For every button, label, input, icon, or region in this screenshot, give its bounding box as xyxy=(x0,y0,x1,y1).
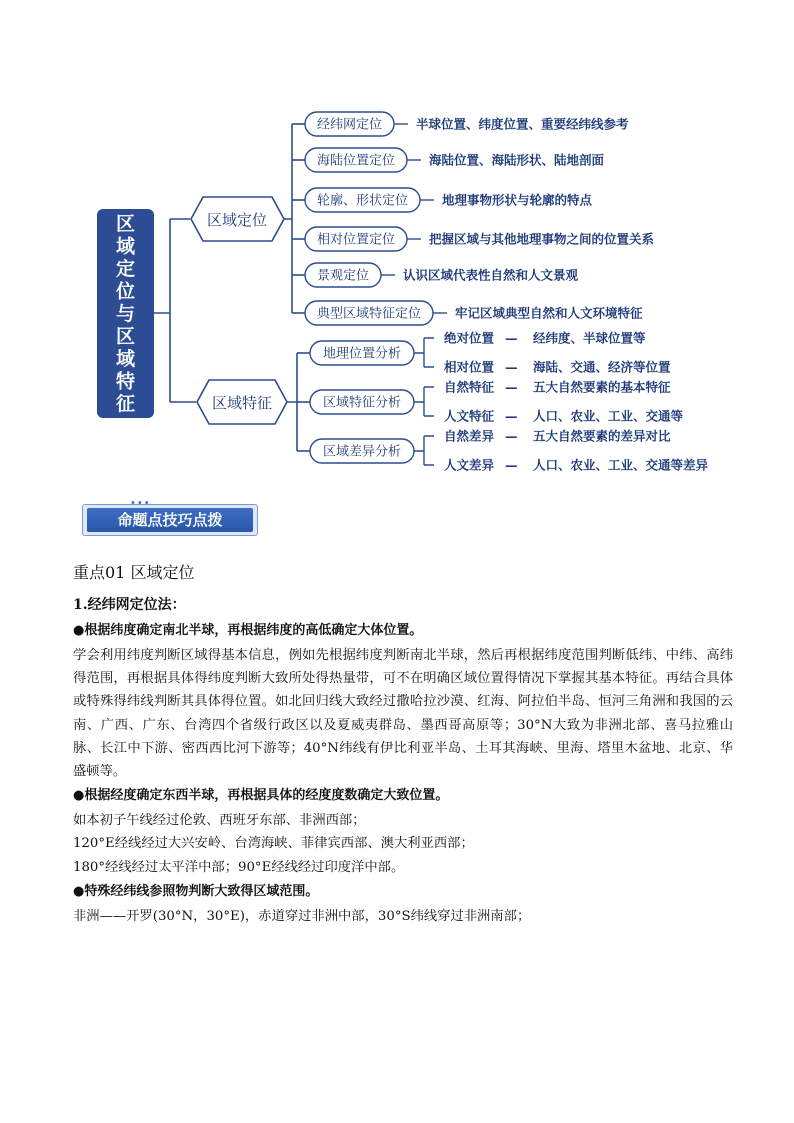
mind-map xyxy=(0,0,794,490)
paragraph: 180°经线经过太平洋中部；90°E经线经过印度洋中部。 xyxy=(73,859,405,875)
sub-value: 人口、农业、工业、交通等差异 xyxy=(533,457,709,473)
connector xyxy=(414,436,434,465)
sub-key: 相对位置 xyxy=(444,359,495,375)
branch2-items xyxy=(297,331,709,473)
sub-value: 五大自然要素的基本特征 xyxy=(533,379,671,395)
sub-dash: — xyxy=(505,457,518,473)
item-label: 典型区域特征定位 xyxy=(316,306,422,322)
item-description: 牢记区域典型自然和人文环境特征 xyxy=(455,305,643,321)
sub-key: 自然差异 xyxy=(444,428,495,444)
sub-key: 绝对位置 xyxy=(444,330,495,346)
branch1-items xyxy=(292,112,655,325)
item-label: 地理位置分析 xyxy=(322,346,402,362)
item-label: 海陆位置定位 xyxy=(316,153,396,169)
bullet-point: ●根据纬度确定南北半球，再根据纬度的高低确定大体位置。 xyxy=(73,623,423,638)
connector-root xyxy=(154,219,196,402)
item-label: 轮廓、形状定位 xyxy=(316,193,409,209)
item-description: 地理事物形状与轮廓的特点 xyxy=(442,192,593,208)
sub-dash: — xyxy=(505,359,518,375)
paragraph: 如本初子午线经过伦敦、西班牙东部、非洲西部； xyxy=(73,813,366,829)
item-description: 半球位置、纬度位置、重要经纬线参考 xyxy=(416,116,629,132)
sub-key: 人文差异 xyxy=(444,457,495,473)
mind-map-root-text: 区域定位与区域特征 xyxy=(115,213,136,415)
connector xyxy=(414,387,434,416)
item-label: 区域特征分析 xyxy=(322,395,402,411)
paragraph: 学会利用纬度判断区域得基本信息，例如先根据纬度判断南北半球，然后再根据纬度范围判断低纬、中纬、高纬得范围，再根据具体得纬度判断大致所处得热量带，可不在明确区域位置得情况下掌握其基本特征。再结合具体或特殊得纬线判断其具体得位置。如北回归线大致经过撒哈拉沙漠、红海、阿拉伯半岛、恒河三角洲和我国的云南、广西、广东、台湾四个省级行政区以及夏威夷群岛、墨西哥高原等；30°N大致为非洲北部、喜马拉雅山脉、长江中下游、密西西比河下游等；40°N纬线有伊比利亚半岛、土耳其海峡、里海、塔里木盆地、北京、华盛顿等。 xyxy=(73,648,733,780)
connector xyxy=(414,338,434,367)
sub-value: 海陆、交通、经济等位置 xyxy=(533,359,671,375)
item-description: 认识区域代表性自然和人文景观 xyxy=(403,267,579,283)
sub-value: 人口、农业、工业、交通等 xyxy=(533,408,684,424)
bullet-point: ●根据经度确定东西半球，再根据具体的经度度数确定大致位置。 xyxy=(73,788,449,804)
sub-key: 人文特征 xyxy=(444,408,495,424)
item-label: 相对位置定位 xyxy=(316,232,396,248)
section-banner xyxy=(82,498,260,538)
section-heading: 重点01 区域定位 xyxy=(73,563,195,582)
item-description: 把握区域与其他地理事物之间的位置关系 xyxy=(429,231,655,247)
sub-key: 自然特征 xyxy=(444,379,495,395)
item-label: 经纬网定位 xyxy=(316,117,383,133)
banner-frame xyxy=(82,504,258,536)
paragraph: 120°E经线经过大兴安岭、台湾海峡、菲律宾西部、澳大利亚西部； xyxy=(73,836,474,852)
sub-dash: — xyxy=(505,330,518,346)
sub-dash: — xyxy=(505,379,518,395)
item-description: 海陆位置、海陆形状、陆地剖面 xyxy=(429,152,605,168)
sub-dash: — xyxy=(505,428,518,444)
bullet-point: ●特殊经纬线参照物判断大致得区域范围。 xyxy=(73,883,319,899)
branch-label-区域特征: 区域特征 xyxy=(211,394,273,412)
sub-value: 经纬度、半球位置等 xyxy=(533,330,646,346)
branch-label-区域定位: 区域定位 xyxy=(206,211,268,229)
document-body xyxy=(73,558,733,928)
sub-value: 五大自然要素的差异对比 xyxy=(533,428,671,444)
item-label: 区域差异分析 xyxy=(322,444,402,460)
banner-title: 命题点技巧点拨 xyxy=(87,508,253,532)
sub-dash: — xyxy=(505,408,518,424)
connector-branch1 xyxy=(284,124,292,313)
item-label: 景观定位 xyxy=(316,268,370,284)
subsection-heading: 1.经纬网定位法： xyxy=(73,597,186,613)
connector-branch2 xyxy=(287,353,297,451)
paragraph: 非洲——开罗(30°N，30°E)，赤道穿过非洲中部，30°S纬线穿过非洲南部； xyxy=(73,908,531,924)
